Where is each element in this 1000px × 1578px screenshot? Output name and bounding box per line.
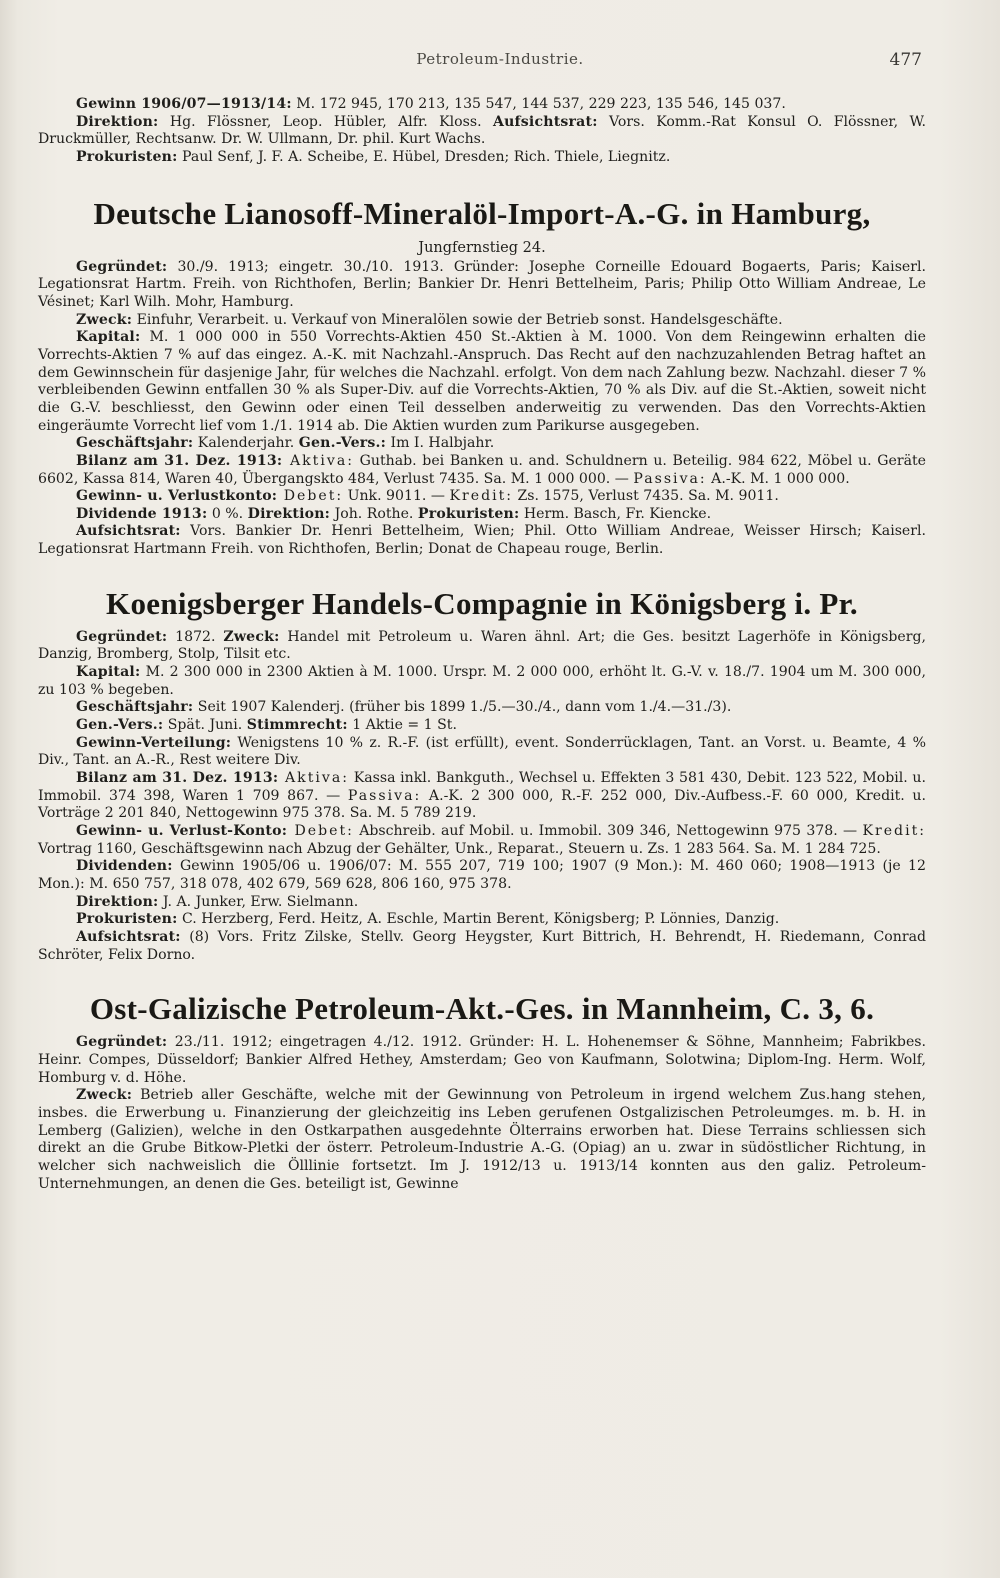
entry-term: Prokuristen: [76,148,178,165]
paragraph [38,435,926,453]
entry-label: Passiva: [633,470,707,487]
entry-term: Aufsichtsrat: [76,928,181,945]
entry-term: Gewinn 1906/07—1913/14: [76,96,292,112]
entry-term: Gegründet: [76,1034,168,1051]
company-section [38,585,926,964]
entry-text: Vors. Komm.-Rat Konsul O. Flössner, W. Druckmüller, Rechtsanw. Dr. W. Ullmann, Dr. phil. Kurt Wachs. [38,113,926,148]
entry-term: Aufsichtsrat: [492,113,598,130]
entry-label: Debet: [287,823,354,839]
entry-term: Zweck: [76,311,133,328]
entry-term: Gen.-Vers.: [298,435,387,452]
entry-text: M. 1 000 000 in 550 Vorrechts-Aktien 450 St.-Aktien à M. 1000. Von dem Reingewinn erhalten die Vorrechts-Aktien 7 % auf das eingez. A.-K. mit Nachzahl.-Anspruch. Das Recht auf den nachzuzahlenden Betrag haftet an dem Gewinnschein für dasjenige Jahr, für welches die Nachzahl. erfolgt. Von dem nach Zahlung bezw. Nachzahl. dieser 7 % verbleibenden Gewinn entfallen 30 % als Super-Div. auf die Vorrechts-Aktien, 70 % als Div. auf die St.-Aktien, soweit nicht die G.-V. beschliesst, den Gewinn oder einen Teil desselben anderweitig zu verwenden. Das den Vorrechts-Aktien eingeräumte Vorrecht lief vom 1./1. 1914 ab. Die Aktien wurden zum Parikurse ausgegeben. [38,329,926,434]
entry-term: Direktion: [247,505,331,522]
company-address: Jungfernstieg 24. [418,239,546,256]
entry-label: Debet: [277,488,344,505]
company-section [38,195,926,559]
paragraph [38,894,926,912]
entry-text: Hg. Flössner, Leop. Hübler, Alfr. Kloss. [158,113,493,130]
entry-term: Bilanz am 31. Dez. 1913: [76,770,279,787]
entry-term: Geschäftsjahr: [76,435,194,452]
paragraph [38,329,926,435]
paragraph [38,506,926,524]
entry-text: Seit 1907 Kalenderj. (früher bis 1899 1./5.—30./4., dann vom 1./4.—31./3). [193,699,732,716]
page-number: 477 [889,50,922,70]
running-head [0,50,1000,74]
paragraph [38,664,926,699]
entry-text: Gewinn 1905/06 u. 1906/07: M. 555 207, 719 100; 1907 (9 Mon.): M. 460 060; 1908—1913 (je 12 Mon.): M. 650 757, 318 078, 402 679, 569 628, 806 160, 975 378. [38,858,926,892]
entry-text: 30./9. 1913; eingetr. 30./10. 1913. Gründer: Josephe Corneille Edouard Bogaerts, Paris; Kaiserl. Legationsrat Hartm. Freih. von Richthofen, Berlin; Bankier Dr. Henri Bettelheim, Paris; Philip Otto William Andreae, Le Vésinet; Karl Wilh. Mohr, Hamburg. [38,258,926,310]
entry-term: Gen.-Vers.: [76,717,164,734]
intro-section [38,96,926,167]
entry-term: Gegründet: [76,258,168,275]
entry-text: J. A. Junker, Erw. Sielmann. [158,893,359,910]
running-title: Petroleum-Industrie. [416,50,584,68]
entry-text: Joh. Rothe. [330,505,418,522]
company-heading: Ost-Galizische Petroleum-Akt.-Ges. in Mannheim, C. 3, 6. [89,991,875,1027]
entry-term: Kapital: [76,664,141,681]
entry-term: Zweck: [223,628,280,645]
page-body [38,96,926,1193]
entry-text: Handel mit Petroleum u. Waren ähnl. Art; die Ges. besitzt Lagerhöfe in Königsberg, Danzig, Bromberg, Stolp, Tilsit etc. [38,628,926,663]
entry-term: Gewinn- u. Verlust-Konto: [76,823,288,839]
entry-term: Bilanz am 31. Dez. 1913: [76,452,283,469]
entry-text: Kalenderjahr. [193,435,299,452]
entry-text: Guthab. bei Banken u. and. Schuldnern u. Beteilig. 984 622, Möbel u. Geräte 6602, Kassa 814, Waren 40, Übergangskto 484, Verlust 7435. Sa. M. 1 000 000. — [38,452,927,487]
paragraph [38,823,926,858]
entry-term: Gewinn- u. Verlustkonto: [76,488,278,505]
entry-term: Geschäftsjahr: [76,699,194,716]
entry-term: Prokuristen: [417,505,520,522]
paragraph [38,699,926,717]
entry-term: Zweck: [76,1087,133,1104]
entry-text: Spät. Juni. [163,717,247,734]
entry-label: Aktiva: [282,452,354,469]
entry-text: Herm. Basch, Fr. Kiencke. [519,505,712,522]
entry-text: 0 %. [207,505,248,522]
entry-term: Prokuristen: [76,911,178,928]
company-heading: Koenigsberger Handels-Compagnie in Königsberg i. Pr. [106,585,858,621]
paragraph [38,488,926,506]
entry-text: Kassa inkl. Bankguth., Wechsel u. Effekten 3 581 430, Debit. 123 522, Mobil. u. Immobil. 374 398, Waren 1 709 867. — [38,770,926,804]
paragraph [38,629,926,664]
entry-term: Stimmrecht: [246,717,348,734]
entry-term: Aufsichtsrat: [76,523,181,540]
paragraph [38,453,926,488]
entry-text: A.-K. M. 1 000 000. [706,470,850,487]
entry-text: M. 172 945, 170 213, 135 547, 144 537, 229 223, 135 546, 145 037. [291,96,786,112]
entry-term: Gegründet: [76,628,168,645]
entry-term: Dividenden: [76,858,173,875]
entry-term: Direktion: [76,113,159,130]
entry-term: Gewinn-Verteilung: [76,734,232,751]
entry-term: Direktion: [76,893,159,910]
paragraph [38,1087,926,1193]
paragraph [38,114,926,149]
paragraph [38,770,926,823]
company-section [38,990,926,1193]
entry-text: M. 2 300 000 in 2300 Aktien à M. 1000. Urspr. M. 2 000 000, erhöht lt. G.-V. v. 18./7. 1904 um M. 300 000, zu 103 % begeben. [38,664,926,698]
paragraph [38,259,926,312]
paragraph [38,523,926,558]
paragraph [38,1034,926,1087]
entry-text: Betrieb aller Geschäfte, welche mit der Gewinnung von Petroleum in irgend welchem Zus.hang stehen, insbes. die Erwerbung u. Finanzierung der gleichzeitig ins Leben gerufenen Ostgalizischen Petroleumges. m. b. H. in Lemberg (Galizien), welche in den Ostkarpathen ausgedehnte Ölterrains erworben hat. Diese Terrains schliessen sich direkt an die Grube Bitkow-Pletki der österr. Petroleum-Industrie A.-G. (Opiag) an u. zwar in südöstlicher Richtung, in welcher sich nachweislich die Ölllinie fortsetzt. Im J. 1912/13 u. 1913/14 konnten aus den galiz. Petroleum-Unternehmungen, an denen die Ges. beteiligt ist, Gewinne [38,1087,926,1192]
entry-text: Vors. Bankier Dr. Henri Bettelheim, Wien; Phil. Otto William Andreae, Weisser Hirsch; Kaiserl. Legationsrat Hartmann Freih. von Richthofen, Berlin; Donat de Chapeau rouge, Berlin. [38,523,926,558]
entry-text: 1 Aktie = 1 St. [347,717,457,734]
entry-text: C. Herzberg, Ferd. Heitz, A. Eschle, Martin Berent, Königsberg; P. Lönnies, Danzig. [177,911,780,928]
paragraph [38,149,926,167]
paragraph [38,929,926,964]
company-heading: Deutsche Lianosoff-Mineralöl-Import-A.-G. in Hamburg, [93,195,871,231]
entry-text: Paul Senf, J. F. A. Scheibe, E. Hübel, Dresden; Rich. Thiele, Liegnitz. [177,148,671,165]
entry-text: (8) Vors. Fritz Zilske, Stellv. Georg Heygster, Kurt Bittrich, H. Behrendt, H. Riedemann, Conrad Schröter, Felix Dorno. [38,928,926,963]
entry-text: Unk. 9011. — [343,488,450,505]
entry-label: Aktiva: [278,770,350,787]
paragraph [38,96,926,114]
paragraph [38,312,926,330]
entry-text: A.-K. 2 300 000, R.-F. 252 000, Div.-Aufbess.-F. 60 000, Kredit. u. Vorträge 2 201 840, Nettogewinn 975 378. Sa. M. 5 789 219. [38,787,926,822]
paragraph [38,911,926,929]
entry-term: Kapital: [76,329,141,346]
paragraph [38,717,926,735]
entry-label: Passiva: [347,787,422,804]
entry-text: Im I. Halbjahr. [386,435,495,452]
entry-text: 1872. [167,628,224,645]
entry-text: 23./11. 1912; eingetragen 4./12. 1912. Gründer: H. L. Hohenemser & Söhne, Mannheim; Fabrikbes. Heinr. Compes, Düsseldorf; Bankier Alfred Hethey, Amsterdam; Geo von Kaufmann, Solotwina; Diplom-Ing. Herm. Wolf, Homburg v. d. Höhe. [38,1034,926,1086]
entry-text: Vortrag 1160, Geschäftsgewinn nach Abzug der Gehälter, Unk., Reparat., Steuern u. Zs. 1 283 564. Sa. M. 1 284 725. [38,840,881,857]
paragraph [38,735,926,770]
paragraph [38,858,926,893]
entry-text: Wenigstens 10 % z. R.-F. (ist erfüllt), event. Sonderrücklagen, Tant. an Vorst. u. Beamte, 4 % Div., Tant. an A.-R., Rest weitere Div. [38,734,926,769]
entry-term: Dividende 1913: [76,505,208,522]
entry-text: Zs. 1575, Verlust 7435. Sa. M. 9011. [513,488,779,505]
entry-text: Abschreib. auf Mobil. u. Immobil. 309 346, Nettogewinn 975 378. — [353,823,863,839]
entry-text: Einfuhr, Verarbeit. u. Verkauf von Mineralölen sowie der Betrieb sonst. Handelsgeschäfte. [132,311,783,328]
entry-label: Kredit: [449,488,514,505]
entry-label: Kredit: [862,823,927,839]
